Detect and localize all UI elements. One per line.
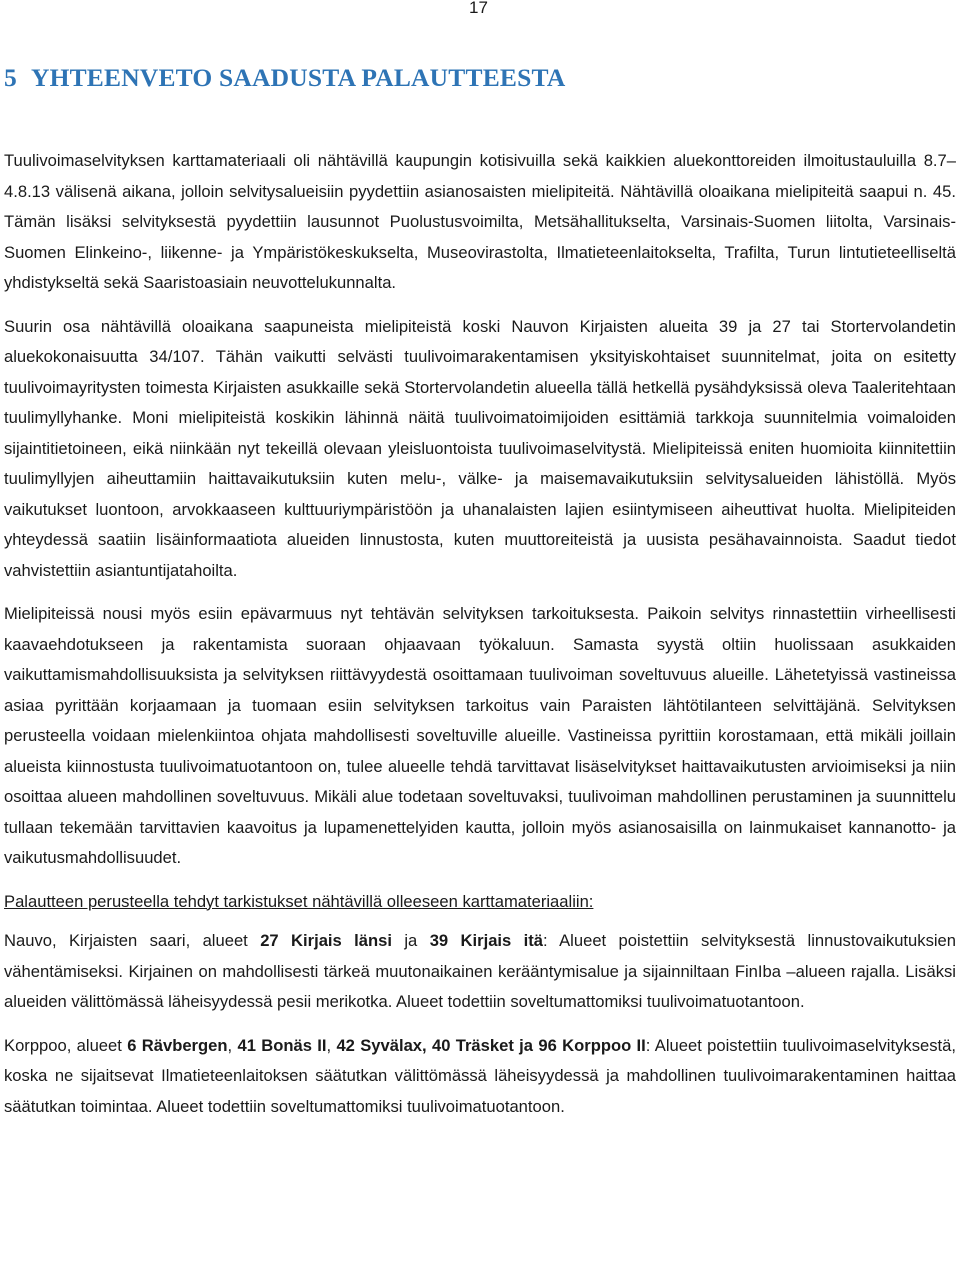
- nauvo-area-39: 39 Kirjais itä: [429, 931, 544, 950]
- korppoo-text-1: Korppoo, alueet: [4, 1035, 128, 1055]
- paragraph-opinions-summary: Suurin osa nähtävillä oloaikana saapuneista mielipiteistä koski Nauvon Kirjaisten alueita 39 ja 27 tai Stortervolandetin aluekokonaisuutta 34/107. Tähän vaikutti selvästi tuulivoimarakentamisen yksityiskohtaiset suunnitelmat, joita on esitetty tuulivoimayritysten toimesta Kirjaisten asukkaille sekä Stortervolandetin alueella tällä hetkellä pysähdyksissä oleva Taaleritehtaan tuulimyllyhanke. Moni mielipiteistä koskikin lähinnä näitä tuulivoimatoimijoiden esittämiä tarkkoja suunnitelmia voimaloiden sijaintitietoineen, eikä niinkään nyt tekeillä olevaan yleisluontoista tuulivoimaselvitystä. Mielipiteissä eniten huomioita kiinnitettiin tuulimyllyjen aiheuttamiin haittavaikutuksiin kuten melu-, välke- ja maisemavaikutuksiin selvitysalueiden lähistöllä. Myös vaikutukset luontoon, arvokkaaseen kulttuuriympäristöön ja uhanalaisten lajien esiintymiseen aiheuttivat huolta. Mielipiteiden yhteydessä saatiin lisäinformaatiota alueiden linnustosta, kuten muuttoreiteistä ja uusista pesähavainnoista. Saadut tiedot vahvistettiin asiantuntijatahoilta.: [4, 316, 956, 580]
- korppoo-text-2: ,: [227, 1035, 238, 1055]
- section-title: YHTEENVETO SAADUSTA PALAUTTEESTA: [30, 63, 566, 92]
- section-number: 5: [4, 63, 17, 92]
- nauvo-text-2: ja: [391, 931, 430, 950]
- paragraph-nauvo: [4, 926, 956, 1018]
- section-heading: [4, 62, 565, 94]
- korppoo-areas-42-40-96: 42 Syvälax, 40 Träsket ja 96 Korppoo II: [336, 1035, 646, 1055]
- nauvo-area-27: 27 Kirjais länsi: [260, 931, 392, 950]
- paragraph-uncertainty: Mielipiteissä nousi myös esiin epävarmuus nyt tehtävän selvityksen tarkoituksesta. Paikoin selvitys rinnastettiin virheellisesti kaavaehdotukseen ja rakentamista suoraan ohjaavaan työkaluun. Samasta syystä oltiin huolissaan asukkaiden vaikuttamismahdollisuuksista ja selvityksen riittävyydestä osoittamaan tuulivoiman soveltuvuus alueille. Lähetetyissä vastineissa asiaa pyrittään korjaamaan ja tuomaan esiin selvityksen tarkoitus vain Paraisten lähtötilanteen selvittäjänä. Selvityksen perusteella voidaan mielenkiintoa ohjata mahdollisesti soveltuville alueille. Vastineissa pyrittiin korostamaan, että mikäli joillain alueista kiinnostusta tuulivoimatuotantoon on, tulee alueelle tehdä tarvittavat lisäselvitykset haittavaikutusten arvioimiseksi ja niin osoittaa alueen mahdollinen soveltuvuus. Mikäli alue todetaan soveltuvaksi, tuulivoiman mahdollinen perustaminen ja suunnittelu tullaan tekemään tarvittavien kaavoitus ja lupamenettelyiden kautta, jolloin myös asianosaisilla on lainmukaiset kannanotto- ja vaikutusmahdollisuudet.: [4, 604, 956, 867]
- korppoo-text-4: : Alueet poistettiin tuulivoimaselvityksestä, koska ne sijaitsevat Ilmatieteenlaitoksen säätutkan välittömässä läheisyydessä ja mahdollinen tuulivoimarakentaminen haittaa säätutkan toimintaa. Alueet todettiin soveltumattomiksi tuulivoimatuotantoon.: [4, 1035, 956, 1116]
- nauvo-text-1: Nauvo, Kirjaisten saari, alueet: [4, 931, 261, 950]
- korppoo-area-41: 41 Bonäs II: [237, 1035, 327, 1055]
- nauvo-text-3: : Alueet poistettiin selvityksestä linnustovaikutuksien vähentämiseksi. Kirjainen on mahdollisesti tärkeä muutonaikainen kerääntymisalue ja sijainniltaan FinIba –alueen rajalla. Lisäksi alueiden välittömässä läheisyydessä pesii merikotka. Alueet todettiin soveltumattomiksi tuulivoimatuotantoon.: [4, 931, 957, 1011]
- korppoo-text-3: ,: [326, 1035, 337, 1055]
- korppoo-area-6: 6 Rävbergen: [127, 1035, 228, 1055]
- page-number: 17: [469, 0, 488, 17]
- document-body: [4, 146, 956, 1135]
- paragraph-korppoo: [4, 1031, 956, 1123]
- paragraph-feedback-intro: Tuulivoimaselvityksen karttamateriaali oli nähtävillä kaupungin kotisivuilla sekä kaikkien aluekonttoreiden ilmoitustauluilla 8.7–4.8.13 välisenä aikana, jolloin selvitysalueisiin pyydettiin asianosaisten mielipiteitä. Nähtävillä oloaikana mielipiteitä saapui n. 45. Tämän lisäksi selvityksestä pyydettiin lausunnot Puolustusvoimilta, Metsähallitukselta, Varsinais-Suomen liitolta, Varsinais-Suomen Elinkeino-, liikenne- ja Ympäristökeskukselta, Museovirastolta, Ilmatieteenlaitokselta, Trafilta, Turun lintutieteelliseltä yhdistykseltä sekä Saaristoasiain neuvottelukunnalta.: [4, 151, 956, 292]
- revisions-subheading: Palautteen perusteella tehdyt tarkistukset nähtävillä olleeseen karttamateriaaliin:: [4, 891, 594, 911]
